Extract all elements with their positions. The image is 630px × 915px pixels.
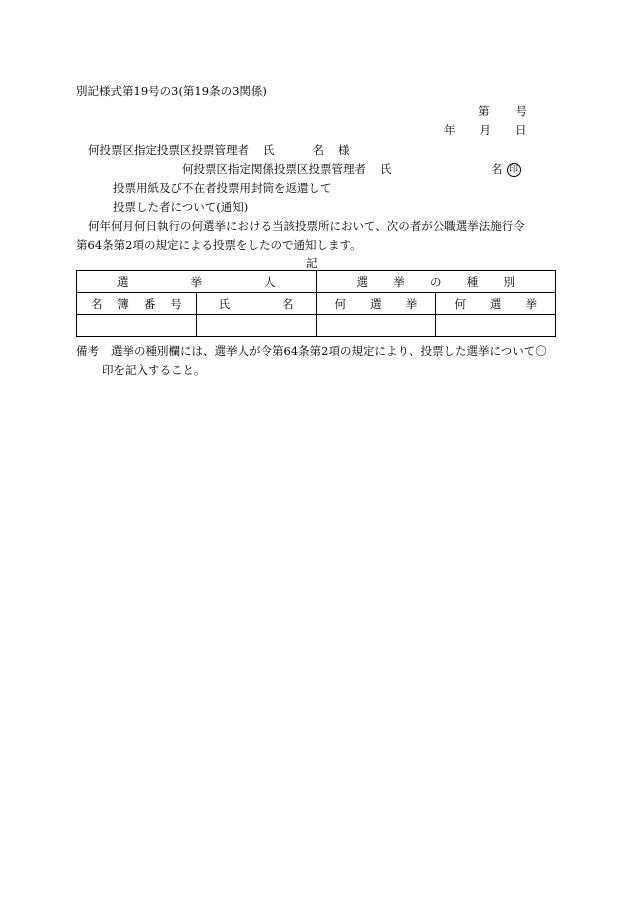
election-1-header: 何 選 挙 <box>316 293 436 315</box>
table-column-header-row <box>77 293 556 315</box>
sender-shi: 氏 <box>380 162 392 176</box>
body-line-1: 何年何月何日執行の何選挙における当該投票所において、次の者が公職選挙法施行令 <box>88 219 525 233</box>
voter-table <box>76 270 556 337</box>
addressee-line <box>88 143 350 157</box>
voter-group-header: 選 挙 人 <box>77 271 317 293</box>
date-month: 月 <box>479 123 491 137</box>
form-reference: 別記様式第19号の3(第19条の3関係) <box>76 84 267 98</box>
note-line-2: 印を記入すること。 <box>102 363 206 377</box>
seal-icon: 印 <box>507 163 521 177</box>
body-line-2: 第64条第2項の規定による投票をしたので通知します。 <box>76 238 362 252</box>
table-row <box>77 315 556 337</box>
election-type-group-header: 選 挙 の 種 別 <box>316 271 556 293</box>
addressee-mei: 名 <box>312 143 324 157</box>
number-go: 号 <box>515 104 527 118</box>
number-dai: 第 <box>478 104 490 118</box>
election-2-header: 何 選 挙 <box>436 293 556 315</box>
election-1-cell[interactable] <box>316 315 436 337</box>
addressee-shi: 氏 <box>263 143 275 157</box>
name-header: 氏 名 <box>196 293 316 315</box>
roll-number-cell[interactable] <box>77 315 197 337</box>
sender-mei: 名 <box>491 162 503 176</box>
note-text-1: 選挙の種別欄には、選挙人が令第64条第2項の規定により、投票した選挙について〇 <box>111 344 547 358</box>
note-label: 備考 <box>76 344 99 358</box>
addressee-sama: 様 <box>338 143 350 157</box>
date-year: 年 <box>444 123 456 137</box>
sender-line <box>182 162 392 176</box>
sender-title: 何投票区指定関係投票区投票管理者 <box>182 162 366 176</box>
table-group-header-row <box>77 271 556 293</box>
election-2-cell[interactable] <box>436 315 556 337</box>
sender-name-seal <box>491 162 521 177</box>
note-line-1 <box>76 344 547 358</box>
name-cell[interactable] <box>196 315 316 337</box>
document-number <box>478 104 527 118</box>
document-date <box>444 123 527 137</box>
date-day: 日 <box>515 123 527 137</box>
roll-number-header: 名 簿 番 号 <box>77 293 197 315</box>
addressee-title: 何投票区指定投票区投票管理者 <box>88 143 249 157</box>
ki-heading: 記 <box>306 256 318 270</box>
subject-line-2: 投票した者について(通知) <box>113 200 249 214</box>
subject-line-1: 投票用紙及び不在者投票用封筒を返還して <box>113 181 332 195</box>
